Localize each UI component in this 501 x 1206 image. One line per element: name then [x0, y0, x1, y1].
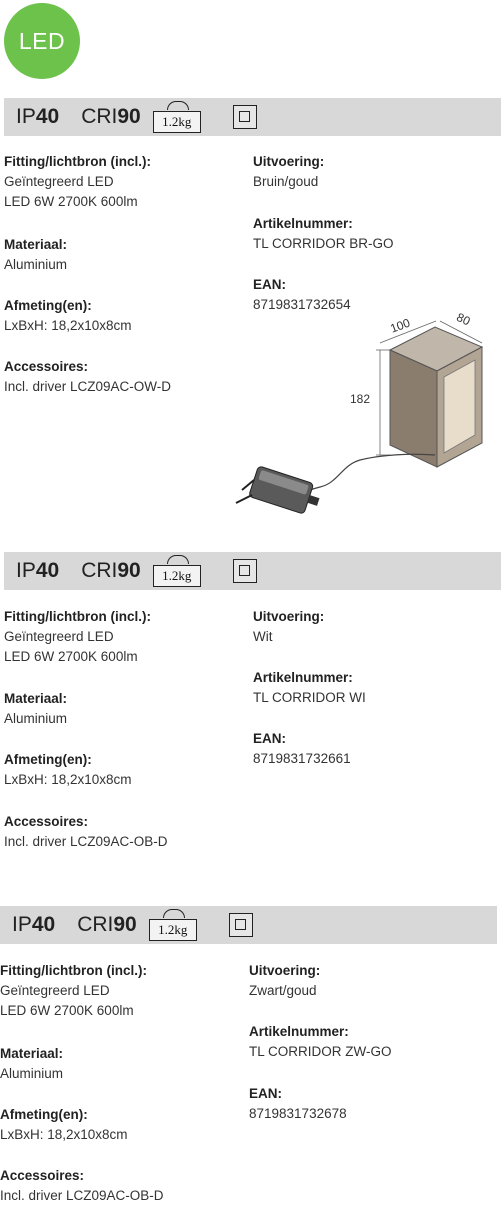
cri-rating: CRI90 — [77, 913, 137, 936]
weight-icon — [153, 553, 203, 589]
finish-field — [253, 607, 324, 647]
weight-icon — [153, 99, 203, 135]
ip-rating: IP40 — [16, 559, 60, 582]
ip-rating: IP40 — [16, 105, 60, 128]
fitting-field — [4, 607, 151, 667]
fitting-value-2: LED 6W 2700K 600lm — [4, 649, 138, 664]
dimensions-field — [4, 750, 132, 790]
ean-value: 8719831732661 — [253, 751, 351, 766]
article-label: Artikelnummer: — [253, 216, 353, 231]
article-value: TL CORRIDOR WI — [253, 690, 366, 705]
ean-label: EAN: — [253, 277, 286, 292]
weight-label: 1.2kg — [153, 111, 201, 133]
cri-rating: CRI90 — [81, 105, 141, 128]
article-label: Artikelnummer: — [253, 670, 353, 685]
fitting-field — [0, 961, 147, 1021]
weight-label: 1.2kg — [153, 565, 201, 587]
dimensions-value: LxBxH: 18,2x10x8cm — [4, 772, 132, 787]
fitting-label: Fitting/lichtbron (incl.): — [4, 154, 151, 169]
finish-value: Wit — [253, 629, 273, 644]
ean-value: 8719831732654 — [253, 297, 351, 312]
spec-bar — [0, 906, 497, 944]
accessories-value: Incl. driver LCZ09AC-OW-D — [4, 379, 172, 394]
article-value: TL CORRIDOR ZW-GO — [249, 1044, 392, 1059]
weight-label: 1.2kg — [149, 919, 197, 941]
ean-label: EAN: — [249, 1086, 282, 1101]
fitting-value-1: Geïntegreerd LED — [4, 174, 114, 189]
finish-label: Uitvoering: — [253, 154, 325, 169]
accessories-label: Accessoires: — [4, 359, 89, 374]
drawing-height-label: 182 — [350, 392, 371, 406]
fitting-value-1: Geïntegreerd LED — [0, 983, 110, 998]
fitting-value-2: LED 6W 2700K 600lm — [4, 194, 138, 209]
fitting-label: Fitting/lichtbron (incl.): — [4, 609, 151, 624]
weight-icon — [149, 907, 199, 943]
material-field — [0, 1044, 63, 1084]
cri-rating: CRI90 — [81, 559, 141, 582]
fitting-value-1: Geïntegreerd LED — [4, 629, 114, 644]
article-field — [253, 668, 366, 708]
finish-value: Bruin/goud — [253, 174, 319, 189]
material-field — [4, 689, 67, 729]
material-label: Materiaal: — [4, 237, 68, 252]
article-field — [253, 214, 394, 254]
accessories-label: Accessoires: — [4, 814, 89, 829]
material-label: Materiaal: — [0, 1046, 64, 1061]
article-label: Artikelnummer: — [249, 1024, 349, 1039]
dimensions-label: Afmeting(en): — [4, 752, 92, 767]
dimensions-label: Afmeting(en): — [0, 1107, 88, 1122]
finish-label: Uitvoering: — [249, 963, 321, 978]
fitting-value-2: LED 6W 2700K 600lm — [0, 1003, 134, 1018]
dimensions-label: Afmeting(en): — [4, 298, 92, 313]
protection-class-icon — [229, 913, 253, 937]
article-value: TL CORRIDOR BR-GO — [253, 236, 394, 251]
fitting-field — [4, 152, 151, 212]
accessories-value: Incl. driver LCZ09AC-OB-D — [0, 1188, 164, 1203]
accessories-field — [0, 1166, 164, 1206]
protection-class-icon — [233, 559, 257, 583]
spec-bar — [4, 552, 501, 590]
ean-value: 8719831732678 — [249, 1106, 347, 1121]
ean-label: EAN: — [253, 731, 286, 746]
dimensions-value: LxBxH: 18,2x10x8cm — [0, 1127, 128, 1142]
accessories-field — [4, 812, 168, 852]
material-label: Materiaal: — [4, 691, 68, 706]
finish-value: Zwart/goud — [249, 983, 317, 998]
ean-field — [253, 729, 351, 769]
protection-class-icon — [233, 105, 257, 129]
material-value: Aluminium — [4, 711, 68, 726]
drawing-depth-label: 80 — [454, 310, 473, 329]
material-value: Aluminium — [0, 1066, 64, 1081]
accessories-label: Accessoires: — [0, 1168, 85, 1183]
dimensions-value: LxBxH: 18,2x10x8cm — [4, 318, 132, 333]
finish-field — [249, 961, 320, 1001]
material-value: Aluminium — [4, 257, 68, 272]
article-field — [249, 1022, 392, 1062]
dimensions-field — [0, 1105, 128, 1145]
led-badge: LED — [4, 3, 80, 79]
drawing-width-label: 100 — [388, 315, 412, 336]
finish-label: Uitvoering: — [253, 609, 325, 624]
material-field — [4, 235, 67, 275]
product-drawing — [230, 305, 490, 520]
ip-rating: IP40 — [12, 913, 56, 936]
finish-field — [253, 152, 324, 192]
dimensions-field — [4, 296, 132, 336]
accessories-field — [4, 357, 171, 397]
ean-field — [249, 1084, 347, 1124]
spec-bar — [4, 98, 501, 136]
accessories-value: Incl. driver LCZ09AC-OB-D — [4, 834, 168, 849]
fitting-label: Fitting/lichtbron (incl.): — [0, 963, 147, 978]
